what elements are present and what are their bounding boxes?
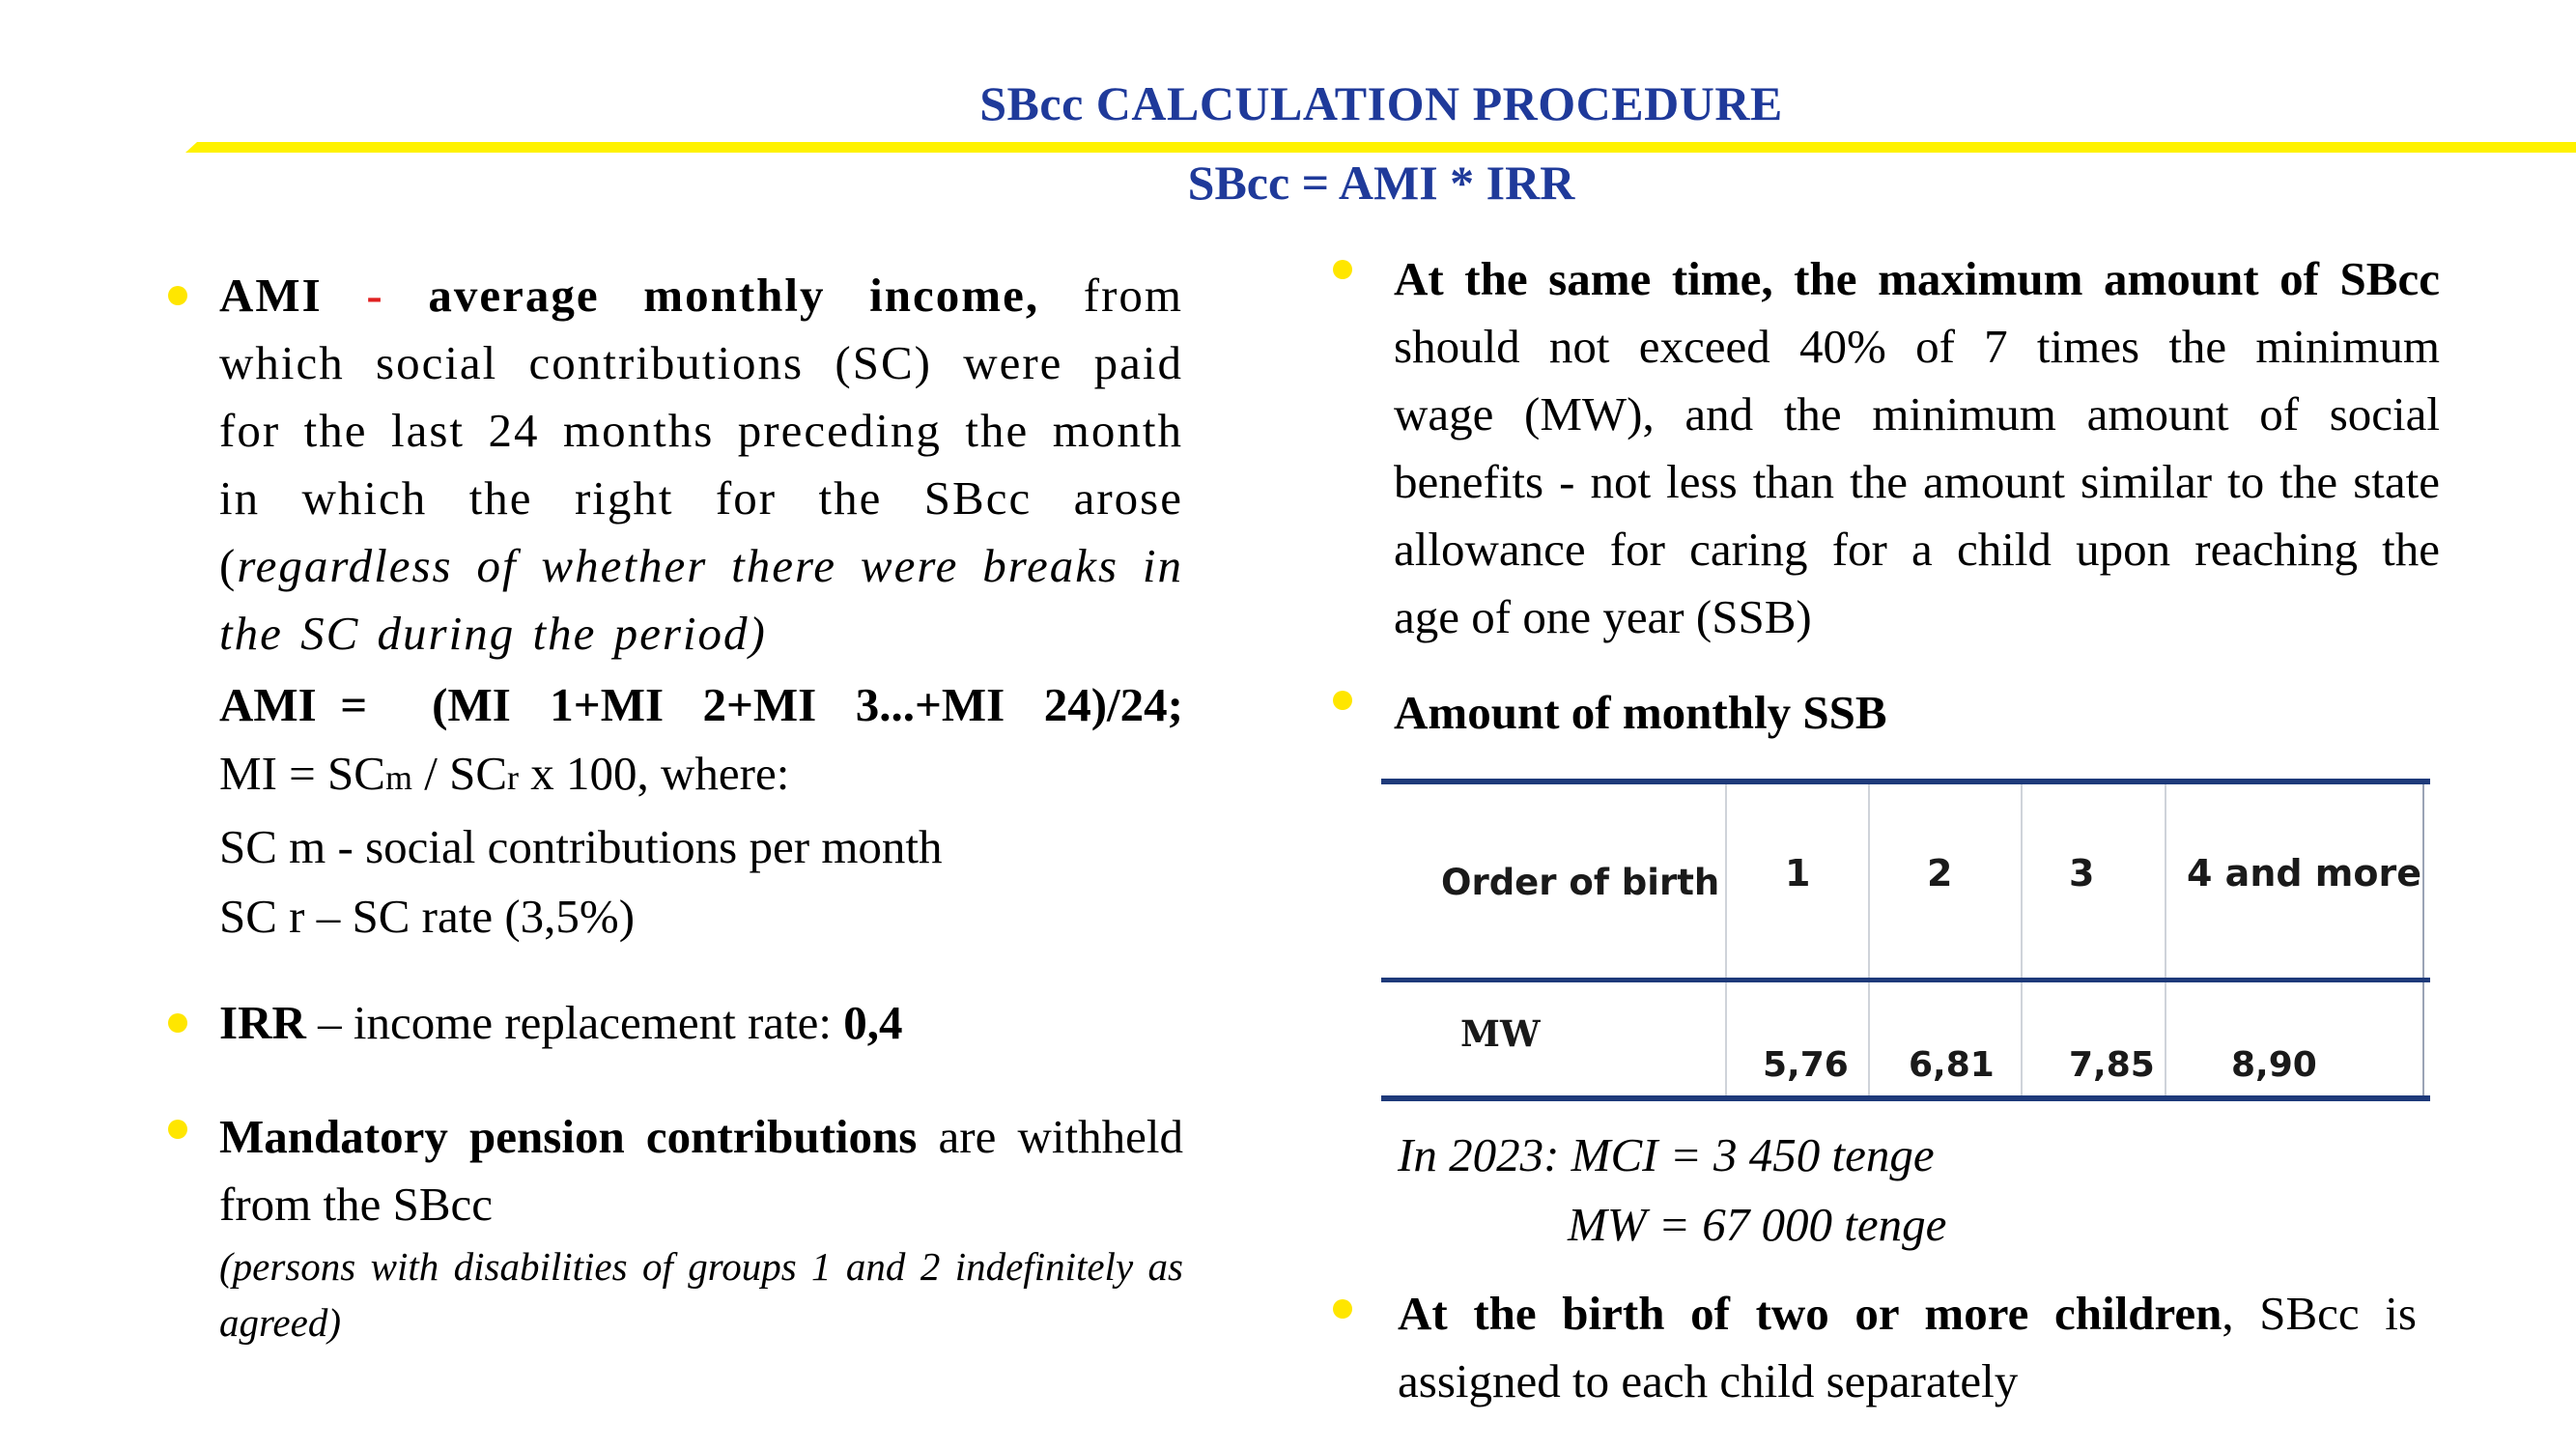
irr-definition: IRR – income replacement rate: 0,4 [219, 996, 903, 1049]
mw-value-1: 5,76 [1763, 1045, 1849, 1085]
multi-line-2: assigned to each child separately [1398, 1354, 2019, 1407]
irr-value: 0,4 [843, 996, 903, 1049]
mi-sub-r: r [507, 758, 520, 797]
title-underline [185, 142, 2576, 153]
max-bold: At the same time, the maximum amount of SBcc [1394, 252, 2440, 305]
ami-text-1: from [1083, 269, 1183, 322]
mi-sub-m: m [384, 758, 412, 797]
max-line-3: wage (MW), and the minimum amount of social [1394, 387, 2440, 440]
ami-definition [219, 262, 1183, 668]
bullet-multi [1333, 1299, 1352, 1319]
order-3: 3 [2069, 852, 2095, 895]
year-note [1398, 1121, 2364, 1260]
year-note-2: MW = 67 000 tenge [1568, 1198, 1947, 1251]
pension-definition: Mandatory pension contributions are withheld from the SBcc (persons with disabilities of groups 1 and 2 indefinitely as agreed) [219, 1103, 1183, 1350]
scr-definition: SC r – SC rate (3,5%) [219, 890, 636, 943]
multi-birth-text: At the birth of two or more children, SBcc is assigned to each child separately [1398, 1280, 2417, 1415]
header-separator [1381, 978, 2430, 982]
main-formula: SBcc = AMI * IRR [1187, 156, 1575, 210]
ami-formula [219, 671, 1183, 952]
bullet-pension [168, 1120, 187, 1139]
ami-line-5-italic: regardless of whether there were breaks in [237, 539, 1183, 592]
bullet-max [1333, 260, 1352, 279]
ami-dash: - [366, 269, 384, 322]
ami-formula-rhs: (MI 1+MI 2+MI 3...+MI 24)/24; [432, 678, 1183, 731]
pension-note-2: agreed) [219, 1300, 341, 1345]
order-4: 4 and more [2187, 852, 2422, 895]
mw-value-2: 6,81 [1909, 1045, 1995, 1085]
col-divider [1868, 784, 1870, 1095]
max-line-2: should not exceed 40% of 7 times the minimum [1394, 320, 2440, 373]
row-label-mw: MW [1460, 1012, 1541, 1055]
order-2: 2 [1927, 852, 1953, 895]
mi-formula: MI = SCm / SCr x 100, where: [219, 747, 790, 800]
ami-line-6-italic: the SC during the period) [219, 607, 767, 660]
scm-definition: SC m - social contributions per month [219, 820, 943, 873]
header-label: Order of birth [1441, 862, 1720, 903]
mw-value-4: 8,90 [2231, 1045, 2317, 1085]
col-divider [2021, 784, 2023, 1095]
bullet-ami [168, 286, 187, 305]
irr-term: IRR [219, 996, 306, 1049]
max-line-5: allowance for caring for a child upon reaching the [1394, 523, 2440, 576]
max-line-4: benefits - not less than the amount similar to the state [1394, 455, 2440, 508]
ami-line-3: for the last 24 months preceding the month [219, 404, 1183, 457]
bullet-irr [168, 1013, 187, 1033]
year-note-1: In 2023: MCI = 3 450 tenge [1398, 1128, 1935, 1181]
col-divider [1725, 784, 1727, 1095]
pension-bold: Mandatory pension contributions [219, 1110, 918, 1163]
order-1: 1 [1785, 852, 1811, 895]
page-title: SBcc CALCULATION PROCEDURE [979, 76, 1783, 130]
max-amount-text [1394, 245, 2440, 651]
ssb-table [1381, 779, 2430, 1101]
ami-line-2: which social contributions (SC) were paid [219, 336, 1183, 389]
bullet-ssb [1333, 691, 1352, 710]
mw-value-3: 7,85 [2069, 1045, 2155, 1085]
ami-formula-lhs: AMI = [219, 678, 368, 731]
col-divider [2422, 784, 2424, 1095]
multi-bold: At the birth of two or more children [1398, 1287, 2222, 1340]
pension-line-2: from the SBcc [219, 1178, 494, 1231]
ami-line-4: in which the right for the SBcc arose [219, 471, 1183, 525]
max-line-6: age of one year (SSB) [1394, 590, 1812, 643]
ami-bold-definition: average monthly income, [428, 269, 1040, 322]
ssb-heading: Amount of monthly SSB [1394, 686, 1887, 739]
ami-line-5-open: ( [219, 539, 238, 592]
ami-term: AMI [219, 269, 323, 322]
pension-note-1: (persons with disabilities of groups 1 and 2 indefinitely as [219, 1244, 1183, 1289]
col-divider [2165, 784, 2166, 1095]
